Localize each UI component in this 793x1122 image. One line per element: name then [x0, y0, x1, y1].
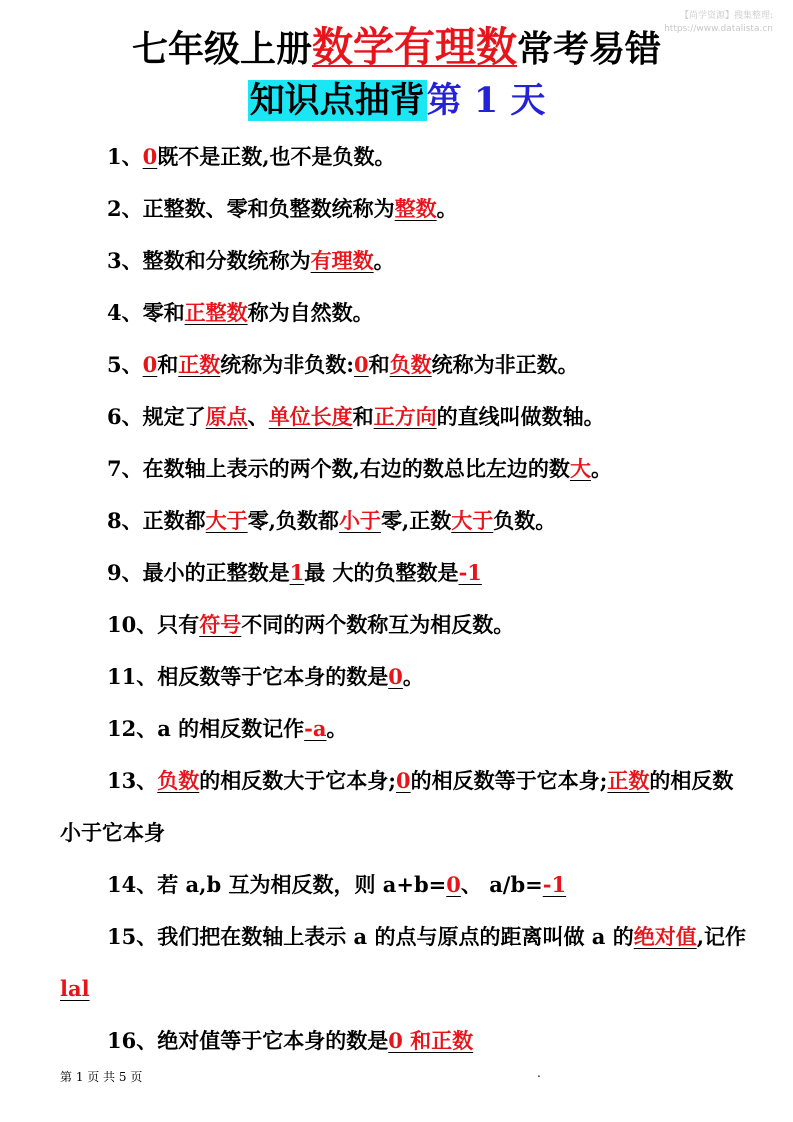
answer: 0 — [388, 664, 403, 689]
item-text: 正整数、零和负整数统称为 — [142, 196, 395, 221]
watermark-line1: 【尚学资源】搜集整理: — [679, 11, 773, 21]
item-text: 和 — [352, 404, 374, 429]
answer: 大于 — [205, 508, 248, 533]
item-number: 13、 — [107, 768, 158, 793]
answer: 0 — [396, 768, 411, 793]
answer: 正数 — [607, 768, 650, 793]
list-item-16 — [60, 1015, 750, 1067]
answer: 正方向 — [373, 404, 437, 429]
item-text: 。 — [326, 716, 348, 741]
list-item-4 — [60, 287, 750, 339]
item-number: 9、 — [107, 560, 143, 585]
answer: lal — [60, 976, 90, 1001]
item-text: 和 — [157, 352, 179, 377]
item-text: 零,负数都 — [247, 508, 339, 533]
item-text: 的直线叫做数轴。 — [436, 404, 605, 429]
item-text: 的相反数大于它本身; — [199, 768, 396, 793]
item-text: 不同的两个数称互为相反数。 — [241, 612, 515, 637]
item-text: 负数。 — [493, 508, 557, 533]
answer: -1 — [458, 560, 482, 585]
list-item-14 — [60, 859, 750, 911]
answer: 原点 — [205, 404, 248, 429]
answer: 大于 — [451, 508, 494, 533]
subtitle-cyan: 知识点抽背 — [249, 80, 425, 121]
item-text: 。 — [436, 196, 458, 221]
answer: -a — [304, 716, 327, 741]
answer: 负数 — [389, 352, 432, 377]
list-item-13 — [60, 755, 750, 859]
title-highlight: 数学有理数 — [312, 23, 517, 71]
answer: 0 — [446, 872, 461, 897]
answer: 正数 — [178, 352, 221, 377]
answer: 0 和正数 — [388, 1028, 474, 1053]
answer: 大 — [569, 456, 591, 481]
item-text: 我们把在数轴上表示 a 的点与原点的距离叫做 a 的 — [157, 924, 634, 949]
item-text: 统称为非负数: — [220, 352, 355, 377]
answer: 小于 — [338, 508, 381, 533]
item-number: 7、 — [107, 456, 143, 481]
item-number: 16、 — [107, 1028, 158, 1053]
title-part2: 常考易错 — [517, 28, 662, 70]
footer-dot: . — [537, 1066, 541, 1080]
item-number: 3、 — [107, 248, 143, 273]
item-number: 14、 — [107, 872, 158, 897]
item-text: 。 — [373, 248, 395, 273]
item-text: 。 — [402, 664, 424, 689]
answer: 负数 — [157, 768, 200, 793]
item-text: 在数轴上表示的两个数,右边的数总比左边的数 — [142, 456, 570, 481]
item-text: 零,正数 — [380, 508, 452, 533]
item-text: ,记作 — [696, 924, 747, 949]
item-text: 绝对值等于它本身的数是 — [157, 1028, 389, 1053]
answer: 0 — [142, 352, 158, 377]
list-item-7 — [60, 443, 750, 495]
list-item-10 — [60, 599, 750, 651]
answer: 1 — [289, 560, 305, 585]
answer: -1 — [542, 872, 567, 897]
list-item-3 — [60, 235, 750, 287]
item-text: 。 — [590, 456, 612, 481]
item-number: 5、 — [107, 352, 143, 377]
item-number: 8、 — [107, 508, 143, 533]
item-text: 正数都 — [142, 508, 206, 533]
item-number: 10、 — [107, 612, 158, 637]
item-text: 整数和分数统称为 — [142, 248, 311, 273]
subtitle-day: 第 1 天 — [426, 80, 546, 121]
answer: 绝对值 — [633, 924, 697, 949]
item-text: 只有 — [157, 612, 200, 637]
answer: 正整数 — [184, 300, 248, 325]
list-item-9 — [60, 547, 750, 599]
list-item-12 — [60, 703, 750, 755]
item-text: 的相反数等于它本身; — [410, 768, 608, 793]
item-number: 1、 — [107, 144, 143, 169]
page-subtitle — [0, 78, 793, 124]
watermark-line2: https://www.datalista.cn — [664, 24, 773, 34]
answer: 0 — [142, 144, 158, 169]
page-title — [0, 22, 793, 74]
item-text: 最小的正整数是 — [142, 560, 290, 585]
item-text: 最 大的负整数是 — [304, 560, 459, 585]
list-item-1 — [60, 131, 750, 183]
list-item-5 — [60, 339, 750, 391]
list-item-11 — [60, 651, 750, 703]
item-text: 零和 — [142, 300, 185, 325]
list-item-2 — [60, 183, 750, 235]
list-item-6 — [60, 391, 750, 443]
title-part1: 七年级上册 — [131, 28, 312, 70]
item-text: a 的相反数记作 — [157, 716, 305, 741]
page-number: 第 1 页 共 5 页 — [60, 1070, 143, 1084]
item-number: 2、 — [107, 196, 143, 221]
answer: 单位长度 — [268, 404, 353, 429]
list-item-15 — [60, 911, 750, 1015]
item-number: 4、 — [107, 300, 143, 325]
item-text: 规定了 — [142, 404, 206, 429]
item-text: 的相反数小于它本身 — [60, 768, 734, 845]
item-text: 、 a/b= — [460, 872, 543, 897]
answer: 有理数 — [310, 248, 374, 273]
item-text: 既不是正数,也不是负数。 — [157, 144, 396, 169]
item-text: 和 — [368, 352, 390, 377]
item-number: 6、 — [107, 404, 143, 429]
list-item-8 — [60, 495, 750, 547]
item-text: 统称为非正数。 — [431, 352, 579, 377]
item-text: 称为自然数。 — [247, 300, 374, 325]
item-number: 11、 — [107, 664, 158, 689]
item-text: 相反数等于它本身的数是 — [157, 664, 389, 689]
item-number: 12、 — [107, 716, 158, 741]
item-text: 、 — [247, 404, 269, 429]
answer: 0 — [354, 352, 369, 377]
answer: 整数 — [394, 196, 437, 221]
item-number: 15、 — [107, 924, 158, 949]
answer: 符号 — [199, 612, 242, 637]
item-text: 若 a,b 互为相反数，则 a+b= — [157, 872, 447, 897]
